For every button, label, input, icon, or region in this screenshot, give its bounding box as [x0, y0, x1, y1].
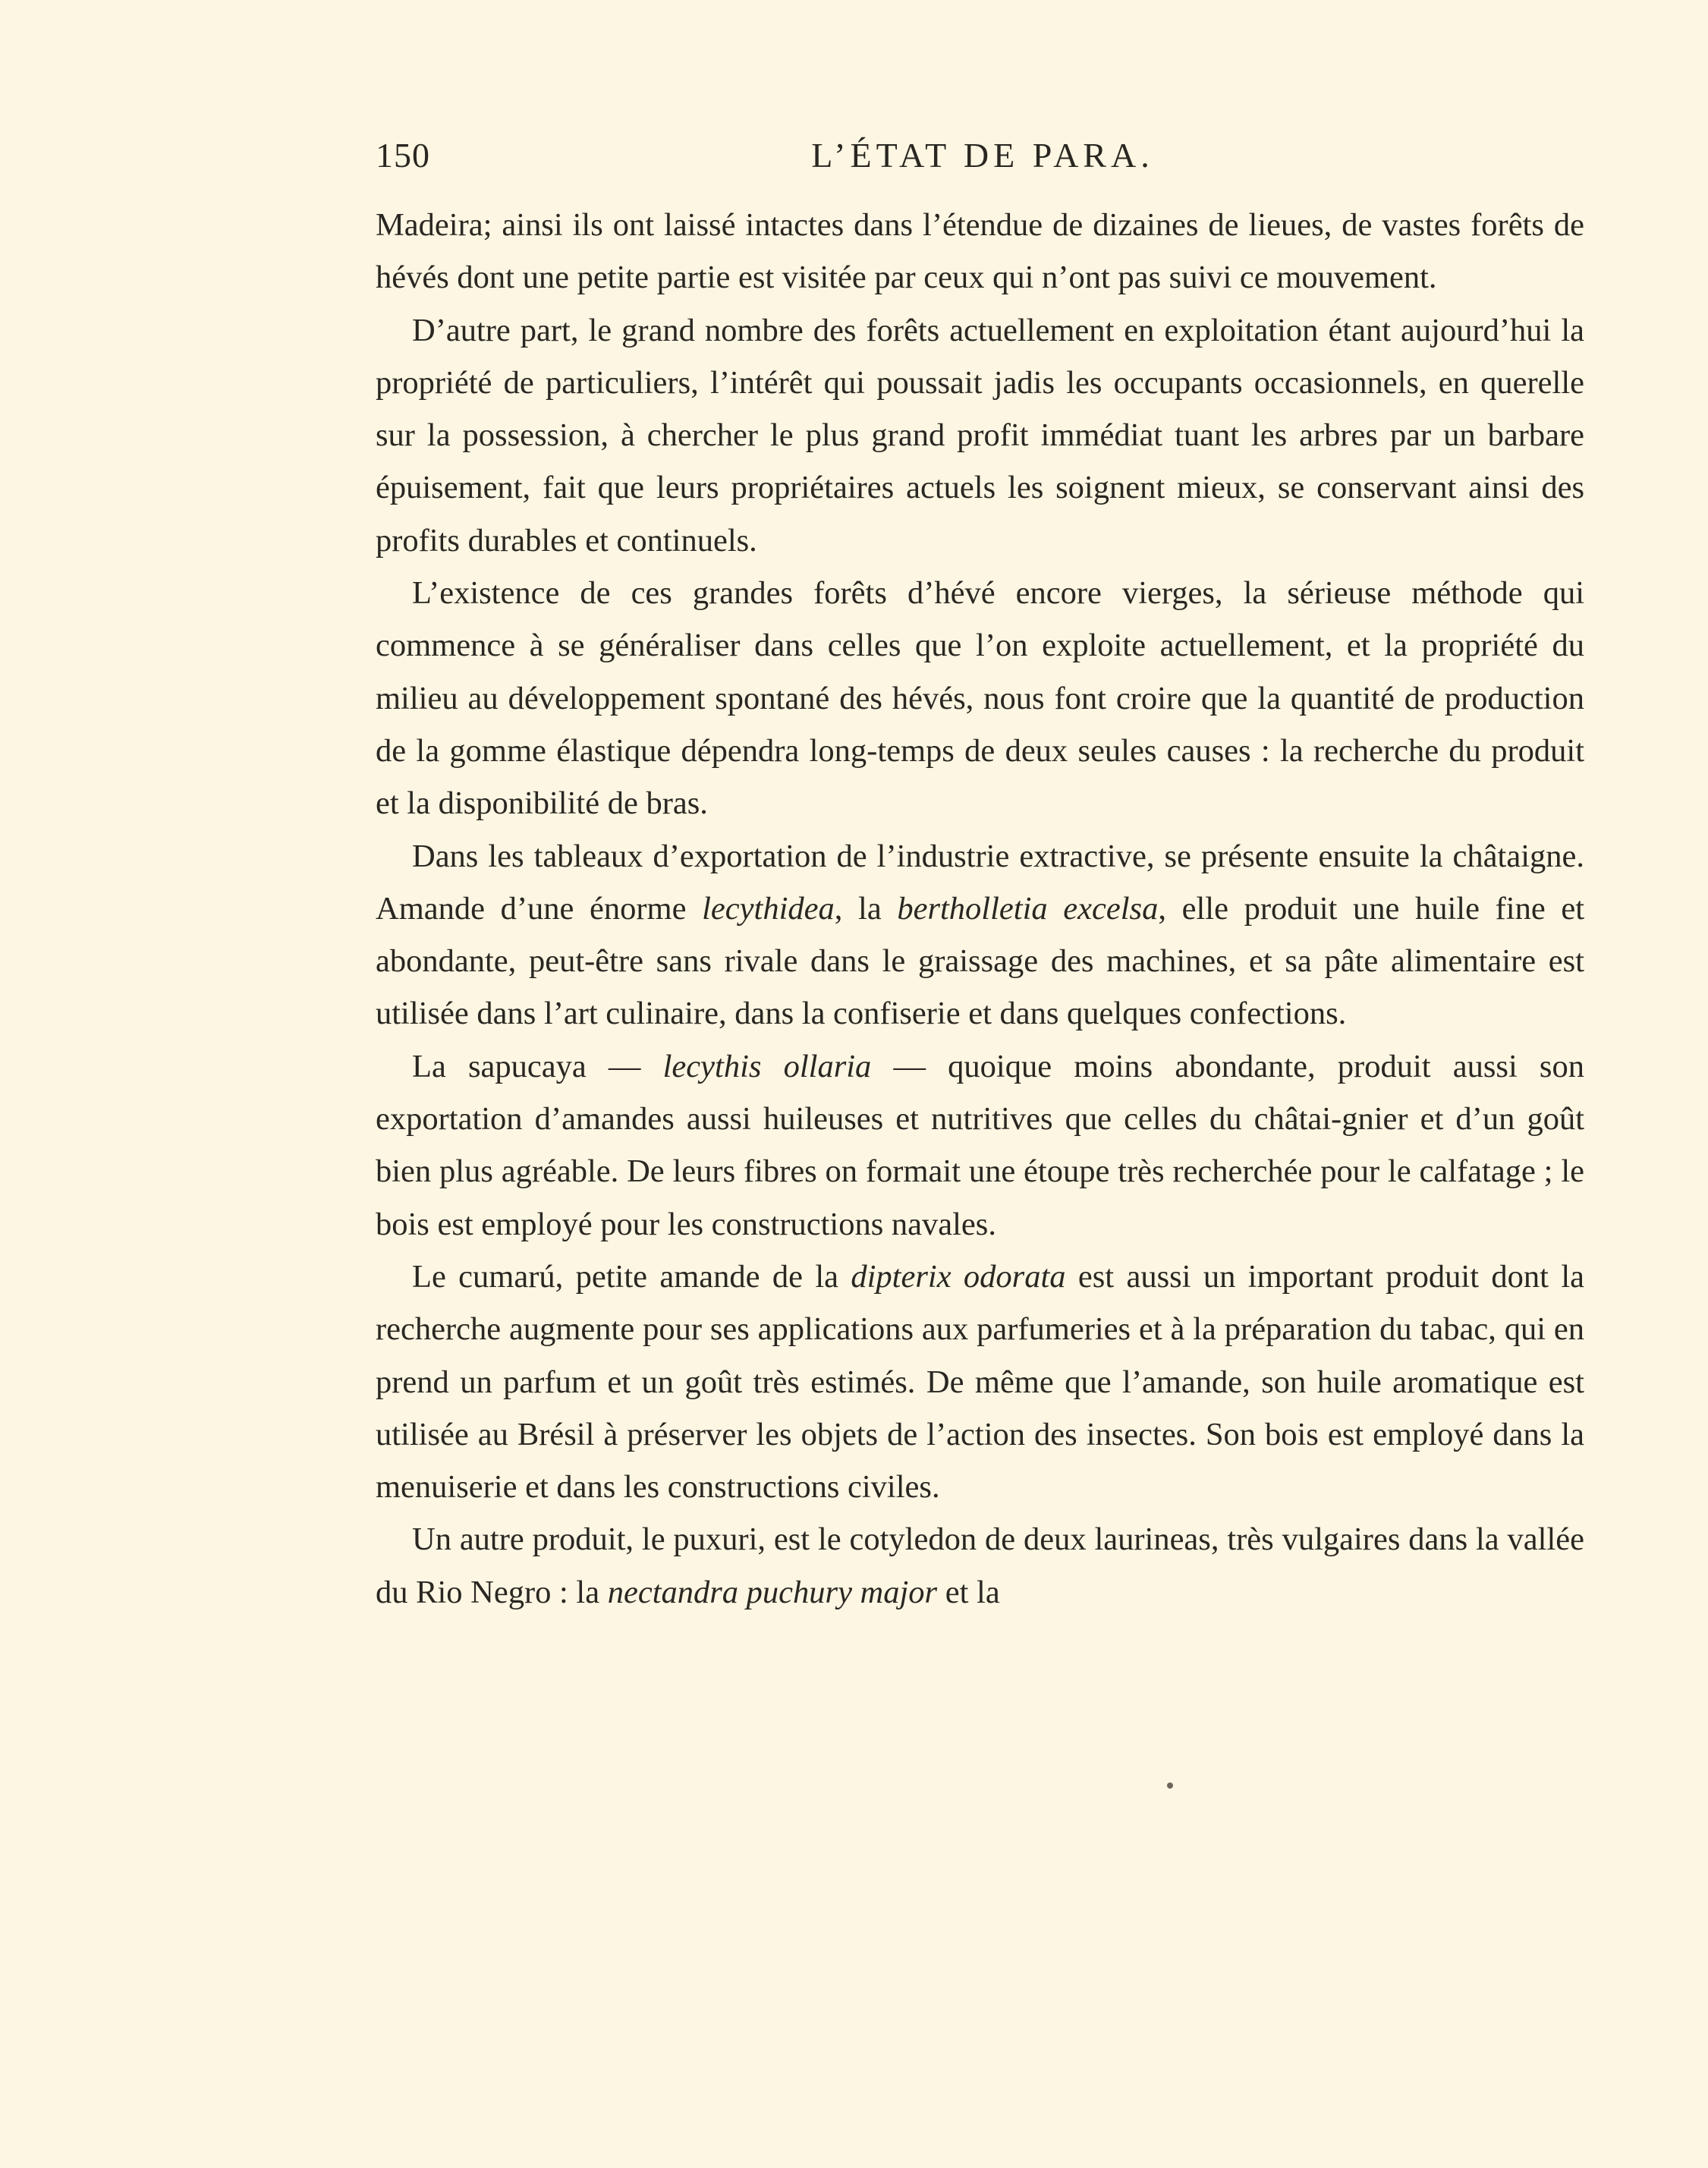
paragraph-4: [376, 830, 1584, 1040]
paragraph-2: [376, 304, 1584, 567]
paragraph-3: [376, 567, 1584, 829]
text-segment: Un autre produit, le puxuri, est le cotyledon de deux laurineas, très vulgaires dans la vallée du Rio Negro : la: [376, 1521, 1584, 1610]
text-segment: La sapucaya —: [412, 1048, 663, 1084]
italic-term: bertholletia excelsa: [897, 890, 1159, 927]
paragraph-6: [376, 1251, 1584, 1513]
text-segment: et la: [937, 1574, 1000, 1610]
text-segment: est aussi un important produit dont la recherche augmente pour ses applications aux parfumeries et à la préparation du tabac, qui en prend un parfum et un goût très estimés. De même que l’amande, son huile aromatique est utilisée au Brésil à préserver les objets de l’action des insectes. Son bois est employé dans la menuiserie et dans les constructions civiles.: [376, 1258, 1584, 1506]
text-segment: Madeira; ainsi ils ont laissé intactes dans l’étendue de dizaines de lieues, de vastes forêts de hévés dont une petite partie est visitée par ceux qui n’ont pas suivi ce mouvement.: [376, 207, 1584, 296]
running-title: L’ÉTAT DE PARA.: [811, 136, 1154, 175]
paragraph-1: [376, 199, 1584, 304]
paragraph-5: [376, 1040, 1584, 1251]
italic-term: nectandra puchury major: [607, 1574, 938, 1610]
body-text: [376, 199, 1584, 1619]
text-segment: L’existence de ces grandes forêts d’hévé encore vierges, la sérieuse méthode qui commence à se généraliser dans celles que l’on exploite actuellement, et la propriété du milieu au développement spontané des hévés, nous font croire que la quantité de production de la gomme élastique dépendra long-temps de deux seules causes : la recherche du produit et la disponibilité de bras.: [376, 575, 1584, 822]
text-segment: D’autre part, le grand nombre des forêts actuellement en exploitation étant aujourd’hui la propriété de particuliers, l’intérêt qui poussait jadis les occupants occasionnels, en querelle sur la possession, à chercher le plus grand profit immédiat tuant les arbres par un barbare épuisement, fait que leurs propriétaires actuels les soignent mieux, se conservant ainsi des profits durables et continuels.: [376, 312, 1584, 559]
text-segment: Dans les tableaux d’exportation de l’industrie extractive, se présente ensuite la châtaigne. Amande d’une énorme: [376, 838, 1584, 927]
paragraph-7: [376, 1513, 1584, 1619]
text-segment: Le cumarú, petite amande de la: [412, 1258, 851, 1295]
ink-speck: [1167, 1783, 1173, 1789]
running-head: [376, 135, 1590, 188]
italic-term: lecythis ollaria: [662, 1048, 872, 1084]
italic-term: dipterix odorata: [851, 1258, 1066, 1295]
text-segment: — quoique moins abondante, produit aussi son exportation d’amandes aussi huileuses et nutritives que celles du châtai-gnier et d’un goût bien plus agréable. De leurs fibres on formait une étoupe très recherchée pour le calfatage ; le bois est employé pour les constructions navales.: [376, 1048, 1584, 1242]
text-segment: , elle produit une huile fine et abondante, peut-être sans rivale dans le graissage des machines, et sa pâte alimentaire est utilisée dans l’art culinaire, dans la confiserie et dans quelques confections.: [376, 890, 1584, 1032]
text-segment: , la: [834, 890, 898, 927]
page-number: 150: [376, 136, 430, 175]
italic-term: lecythidea: [702, 890, 835, 927]
